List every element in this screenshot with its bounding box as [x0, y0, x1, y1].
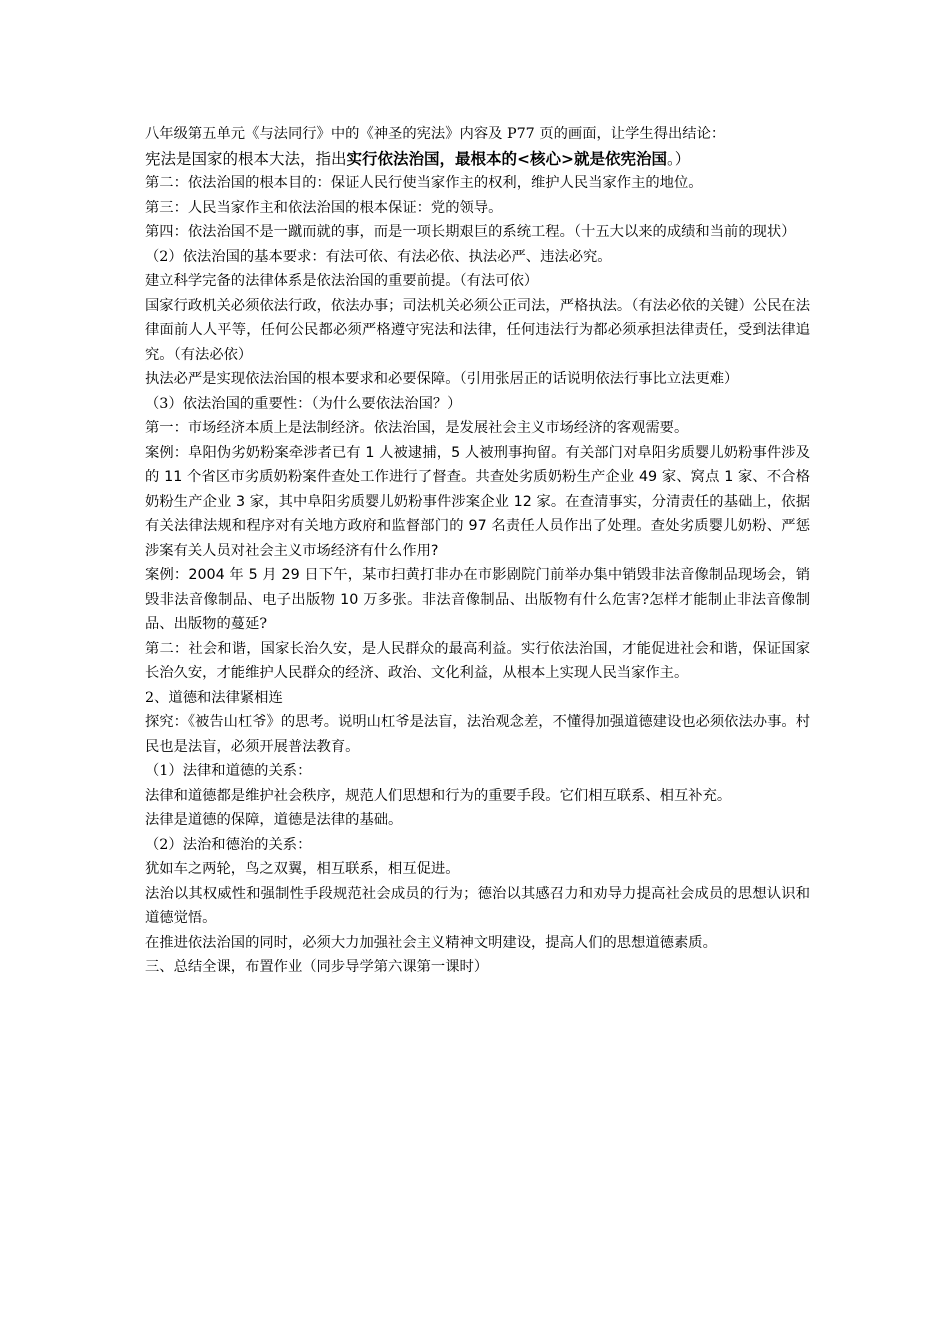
paragraph-req-1: 建立科学完备的法律体系是依法治国的重要前提。（有法可依）: [145, 273, 539, 289]
heading-morality-law: 2、道德和法律紧相连: [145, 689, 283, 706]
paragraph-importance-1: 第一：市场经济本质上是法制经济。依法治国，是发展社会主义市场经济的客观需要。: [145, 420, 689, 436]
case-fuyang-milk: 案例：阜阳伪劣奶粉案牵涉者已有 1 人被逮捕，5 人被刑事拘留。有关部门对阜阳劣质婴儿奶粉事件涉及的 11 个省区市劣质奶粉案件查处工作进行了督查。共查处劣质奶粉生产企业 49 家、窝点 1 家、不合格奶粉生产企业 3 家，其中阜阳劣质婴儿奶粉事件涉案企业 12 家。在查清事实，分清责任的基础上，依据有关法律法规和程序对有关地方政府和监督部门的 97 名责任人员作出了处理。查处劣质婴儿奶粉、严惩涉案有关人员对社会主义市场经济有什么作用?: [145, 444, 810, 559]
paragraph-req-2: 国家行政机关必须依法行政，依法办事；司法机关必须公正司法，严格执法。（有法必依的关键）公民在法律面前人人平等，任何公民都必须严格遵守宪法和法律，任何违法行为都必须承担法律责任，受到法律追究。（有法必依）: [145, 297, 810, 363]
paragraph-relation-2a: 犹如车之两轮，鸟之双翼，相互联系，相互促进。: [145, 861, 460, 877]
conclusion-prefix: 宪法是国家的根本大法，指出: [145, 149, 347, 168]
paragraph-second: 第二：依法治国的根本目的：保证人民行使当家作主的权利，维护人民当家作主的地位。: [145, 175, 703, 191]
heading-requirements: （2）依法治国的基本要求：有法可依、有法必依、执法必严、违法必究。: [145, 248, 612, 265]
document-body: [145, 122, 810, 980]
paragraph-explore: 探究：《被告山杠爷》的思考。说明山杠爷是法盲，法治观念差，不懂得加强道德建设也必须依法办事。村民也是法盲，必须开展普法教育。: [145, 714, 810, 755]
heading-relation-1: （1）法律和道德的关系：: [145, 763, 312, 779]
paragraph-fourth: 第四：依法治国不是一蹴而就的事，而是一项长期艰巨的系统工程。（十五大以来的成绩和当前的现状）: [145, 224, 796, 240]
paragraph-relation-2c: 在推进依法治国的同时，必须大力加强社会主义精神文明建设，提高人们的思想道德素质。: [145, 934, 717, 951]
heading-importance: （3）依法治国的重要性：（为什么要依法治国？）: [145, 395, 462, 412]
paragraph-importance-2: 第二：社会和谐，国家长治久安，是人民群众的最高利益。实行依法治国，才能促进社会和谐，保证国家长治久安，才能维护人民群众的经济、政治、文化利益，从根本上实现人民当家作主。: [145, 640, 810, 681]
case-illegal-media-question: 非法音像制品、出版物有什么危害?怎样才能制止非法音像制品、出版物的蔓延?: [145, 591, 810, 632]
paragraph-intro: 八年级第五单元《与法同行》中的《神圣的宪法》内容及 P77 页的画面，让学生得出结论：: [145, 126, 726, 142]
paragraph-req-3: 执法必严是实现依法治国的根本要求和必要保障。（引用张居正的话说明依法行事比立法更难）: [145, 371, 739, 387]
heading-summary: 三、总结全课，布置作业（同步导学第六课第一课时）: [145, 959, 489, 975]
case-illegal-media-text: 案例：2004 年 5 月 29 日下午，某市扫黄打非办在市影剧院门前举办集中销毁非法音像制品现场会，销毁非法音像制品、电子出版物 10 万多张。: [145, 567, 810, 608]
case-illegal-media: [145, 563, 810, 637]
paragraph-third: 第三：人民当家作主和依法治国的根本保证：党的领导。: [145, 199, 503, 216]
paragraph-conclusion: [145, 147, 810, 172]
conclusion-suffix: 。）: [667, 149, 691, 168]
heading-relation-2: （2）法治和德治的关系：: [145, 836, 312, 853]
conclusion-highlight: 实行依法治国，最根本的<核心>就是依宪治国: [346, 149, 667, 168]
paragraph-relation-1b: 法律是道德的保障，道德是法律的基础。: [145, 812, 403, 828]
paragraph-relation-2b: 法治以其权威性和强制性手段规范社会成员的行为；德治以其感召力和劝导力提高社会成员的思想认识和道德觉悟。: [145, 885, 810, 926]
paragraph-relation-1a: 法律和道德都是维护社会秩序，规范人们思想和行为的重要手段。它们相互联系、相互补充。: [145, 787, 732, 804]
